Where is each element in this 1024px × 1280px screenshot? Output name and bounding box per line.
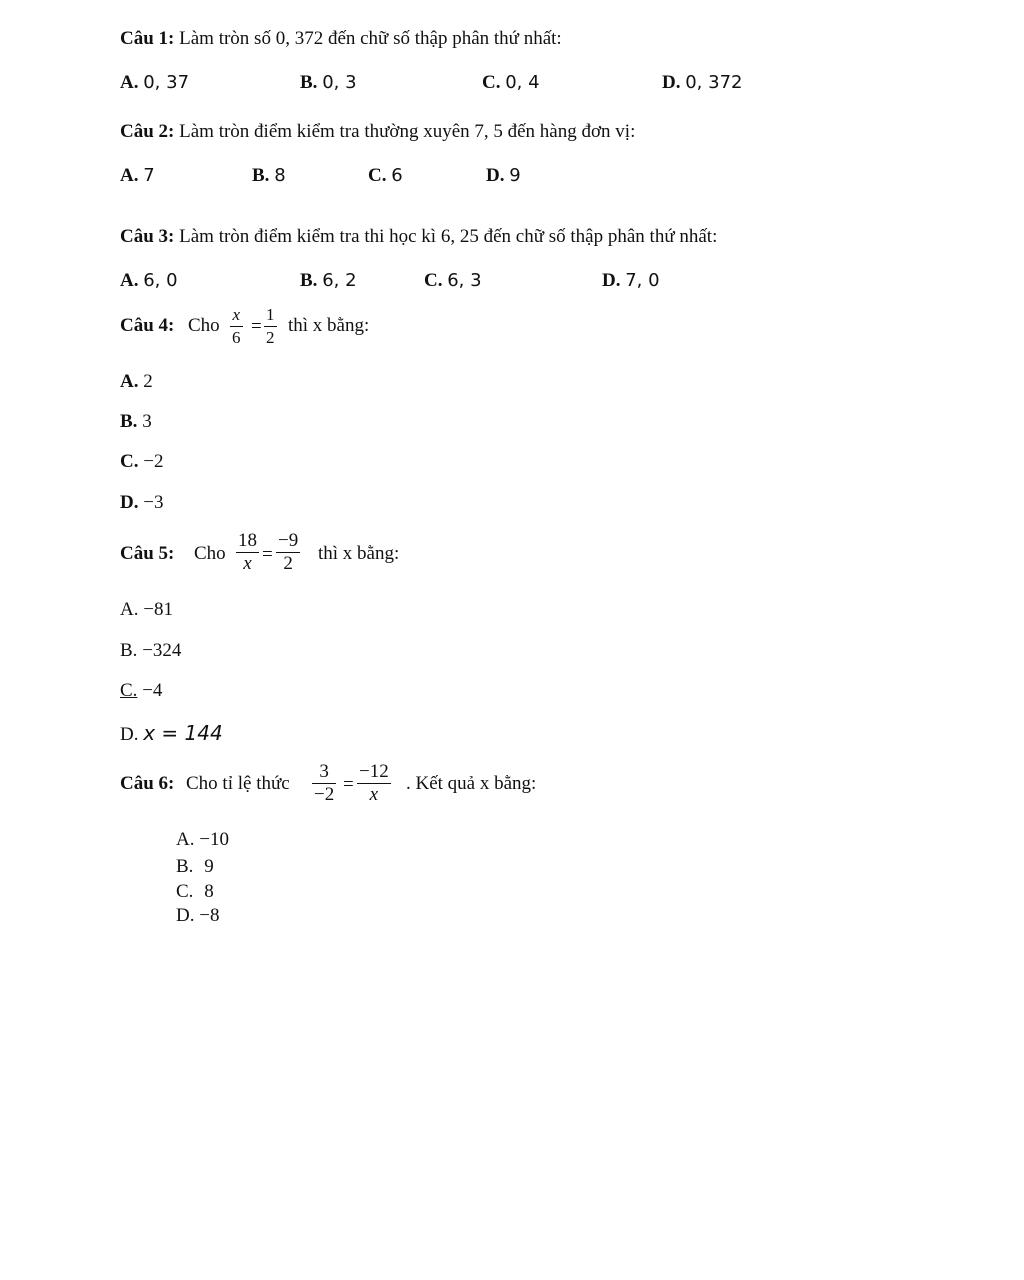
option-letter: D. xyxy=(486,165,505,186)
question-text: Làm tròn điểm kiểm tra thường xuyên 7, 5 đến hàng đơn vị: xyxy=(179,121,636,142)
option-d xyxy=(120,721,223,746)
question-label: Câu 5: xyxy=(120,543,175,564)
equals-sign: = xyxy=(343,774,354,795)
option-value: −3 xyxy=(143,492,164,513)
fraction-numerator: −9 xyxy=(278,530,299,551)
option-letter: B. xyxy=(252,165,270,186)
option-value: 7, 0 xyxy=(625,270,660,291)
question-text: Cho tỉ lệ thức xyxy=(186,773,290,794)
option-value: 8 xyxy=(274,165,286,186)
fraction xyxy=(264,304,277,349)
option-a xyxy=(120,165,155,187)
option-d xyxy=(120,492,163,514)
question-label: Câu 1: xyxy=(120,28,175,49)
option-value: 0, 37 xyxy=(143,72,190,93)
option-value: 0, 4 xyxy=(505,72,540,93)
option-d xyxy=(602,270,660,292)
option-value: 8 xyxy=(204,881,214,902)
option-b xyxy=(300,270,357,292)
option-value: 6, 3 xyxy=(447,270,482,291)
option-a xyxy=(120,371,153,393)
option-value: 6 xyxy=(391,165,403,186)
option-value: −8 xyxy=(199,905,220,926)
fraction xyxy=(357,761,391,806)
option-letter: D. xyxy=(602,270,621,291)
option-letter: B. xyxy=(120,640,138,661)
fraction-denominator: −2 xyxy=(314,784,335,805)
option-letter: D. xyxy=(120,492,139,513)
option-letter: D. xyxy=(176,905,195,926)
option-letter: B. xyxy=(120,411,138,432)
option-letter: C. xyxy=(120,680,138,701)
option-letter: B. xyxy=(300,72,318,93)
option-value: 2 xyxy=(143,371,153,392)
option-letter: B. xyxy=(176,856,194,877)
option-letter: A. xyxy=(120,72,139,93)
fraction-numerator: 1 xyxy=(264,304,277,327)
question-text: . Kết quả x bằng: xyxy=(406,773,537,794)
fraction-numerator: 3 xyxy=(312,761,336,784)
fraction-denominator: x xyxy=(243,553,252,574)
question-label: Câu 4: xyxy=(120,315,175,336)
option-letter: C. xyxy=(424,270,443,291)
option-letter: A. xyxy=(120,599,139,620)
option-letter: A. xyxy=(120,371,139,392)
option-value: 9 xyxy=(204,856,214,877)
question-text: Làm tròn số 0, 372 đến chữ số thập phân thứ nhất: xyxy=(179,28,562,49)
option-value: 6, 0 xyxy=(143,270,178,291)
option-value: −324 xyxy=(142,640,182,661)
question-text: Làm tròn điểm kiểm tra thi học kì 6, 25 đến chữ số thập phân thứ nhất: xyxy=(179,226,718,247)
option-value: −10 xyxy=(199,829,229,850)
option-value: 6, 2 xyxy=(322,270,357,291)
question-text: thì x bằng: xyxy=(288,315,370,336)
option-d xyxy=(176,905,219,927)
question-1 xyxy=(120,28,562,50)
question-label: Câu 2: xyxy=(120,121,175,142)
fraction-numerator: −12 xyxy=(359,761,389,782)
option-c xyxy=(424,270,482,292)
option-value: 3 xyxy=(142,411,152,432)
fraction xyxy=(312,761,336,806)
option-d xyxy=(662,72,743,94)
option-letter: D. xyxy=(120,724,139,745)
option-a xyxy=(120,72,189,94)
fraction xyxy=(276,530,300,575)
question-label: Câu 6: xyxy=(120,773,175,794)
option-letter: C. xyxy=(368,165,387,186)
option-letter: C. xyxy=(120,451,139,472)
option-value: 7 xyxy=(143,165,155,186)
fraction-denominator: 2 xyxy=(266,328,275,347)
question-label: Câu 3: xyxy=(120,226,175,247)
option-value: x = 144 xyxy=(143,721,223,745)
option-a xyxy=(120,270,178,292)
option-letter: A. xyxy=(120,270,139,291)
option-c xyxy=(176,881,214,903)
option-value: 9 xyxy=(509,165,521,186)
option-a xyxy=(120,599,173,621)
fraction-denominator: 6 xyxy=(232,328,241,347)
fraction xyxy=(236,530,259,575)
option-value: −4 xyxy=(142,680,163,701)
option-b xyxy=(300,72,357,94)
question-3 xyxy=(120,226,717,248)
option-c xyxy=(120,680,162,702)
question-2 xyxy=(120,121,635,143)
option-letter: B. xyxy=(300,270,318,291)
option-letter: A. xyxy=(120,165,139,186)
option-letter: C. xyxy=(176,881,194,902)
option-b xyxy=(120,411,152,433)
option-b xyxy=(120,640,181,662)
question-text: thì x bằng: xyxy=(318,543,400,564)
option-value: −81 xyxy=(143,599,173,620)
option-letter: C. xyxy=(482,72,501,93)
option-value: −2 xyxy=(143,451,164,472)
option-letter: A. xyxy=(176,829,195,850)
fraction-denominator: 2 xyxy=(283,553,293,574)
fraction-numerator: 18 xyxy=(238,530,257,551)
equals-sign: = xyxy=(262,544,273,565)
question-text: Cho xyxy=(188,315,220,336)
option-c xyxy=(482,72,540,94)
option-a xyxy=(176,829,229,851)
option-value: 0, 3 xyxy=(322,72,357,93)
option-c xyxy=(368,165,403,187)
option-c xyxy=(120,451,163,473)
equals-sign: = xyxy=(251,316,262,337)
option-b xyxy=(176,856,214,878)
option-b xyxy=(252,165,286,187)
option-value: 0, 372 xyxy=(685,72,743,93)
fraction-numerator: x xyxy=(230,304,243,327)
fraction-denominator: x xyxy=(369,784,379,805)
question-text: Cho xyxy=(194,543,226,564)
option-letter: D. xyxy=(662,72,681,93)
option-d xyxy=(486,165,521,187)
fraction xyxy=(230,304,243,349)
